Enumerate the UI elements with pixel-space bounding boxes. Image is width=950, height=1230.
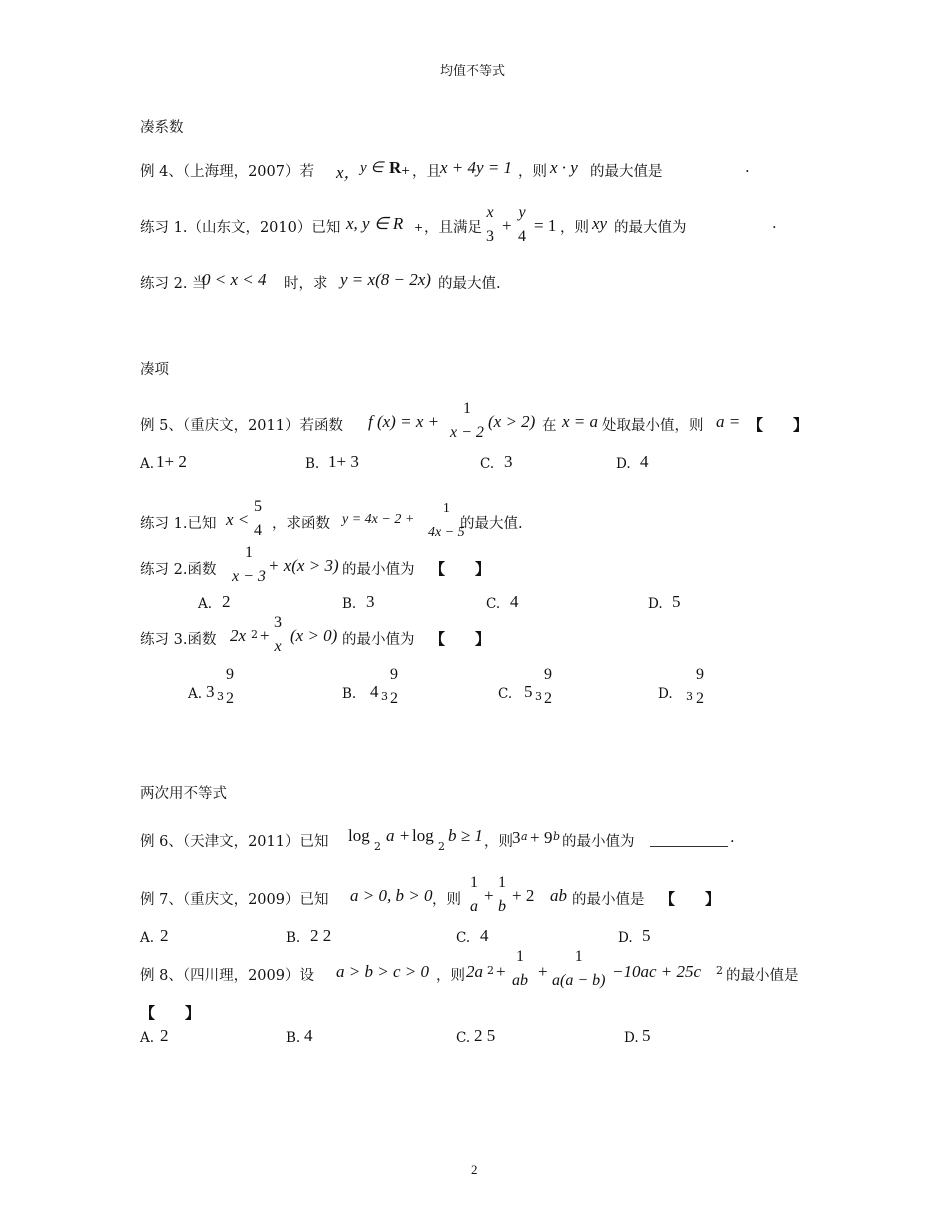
lx1-tail: 的最大值为 [614,220,687,236]
ex6-plus: + [530,828,540,847]
lx5-2-option-c-label: C. [486,596,501,612]
lx5-1-x: x < [226,510,250,529]
ex4-equation: x + 4y = 1 [440,158,513,177]
lx2-condition: 0 < x < 4 [202,270,267,289]
ex6-dot: . [730,830,735,846]
lx1-op: + [502,216,512,235]
ex5-option-c-label: C. [480,456,495,472]
section-heading-2: 凑项 [140,362,169,378]
lx5-3-option-a-root: 3 [217,690,224,703]
lx5-3-option-b-root: 3 [381,690,388,703]
ex6-log-2: log [412,826,434,845]
ex5-option-b-label: B. [305,456,320,472]
ex7-rest: + 2 [512,886,535,905]
lx1-dot: . [772,216,777,232]
lx5-3-tail: 的最小值为 [342,632,415,648]
lx5-2-tail: 的最小值为 [342,562,415,578]
ex7-fraction-1: 1 a [470,874,478,915]
lx1-eq: = 1 [534,216,557,235]
ex4-set: R [389,158,402,177]
lx5-2-option-c: 4 [510,592,519,611]
lx5-3-expr: 2x [230,626,247,645]
ex8-option-a: 2 [160,1026,169,1045]
ex7-option-d-label: D. [618,930,633,946]
lx5-3-option-d-fraction: 9 2 [696,666,704,707]
lx5-3-answer-bracket: 【 】 [430,630,491,648]
ex8-option-b-label: B. [286,1030,301,1046]
lx5-3-plus: + [260,626,270,645]
lx5-3-option-c-label: C. [498,686,513,702]
ex8-fraction-1: 1 ab [512,948,528,989]
lx5-3-option-a-label: A. [188,686,203,702]
lx5-3-label: 练习 3.函数 [140,632,217,648]
ex5-xa: x = a [562,412,599,431]
ex6-then: ，则 [484,834,513,850]
lx5-3-option-d-root: 3 [686,690,693,703]
ex6-exp-a: a [521,830,528,843]
ex5-option-d-label: D. [616,456,631,472]
ex7-plus: + [484,886,494,905]
ex4-xy: x · y [550,158,578,177]
lx5-3-option-c-coef: 5 [524,682,533,701]
lx5-2-option-a-label: A. [198,596,213,612]
ex6-base-9: 9 [544,828,553,847]
ex6-tail: 的最小值为 [562,834,635,850]
ex5-option-a-label: A. [140,456,155,472]
ex4-mid: ，且 [412,164,441,180]
lx5-1-y: y = 4x − 2 + [342,512,415,527]
ex6-label: 例 6、（天津文，2011）已知 [140,834,329,850]
ex8-term-1: 2a [466,962,483,981]
lx5-2-label: 练习 2.函数 [140,562,217,578]
lx5-2-option-a: 2 [222,592,231,611]
lx5-1-tail: 的最大值. [460,516,523,532]
lx1-condition: x, y ∈ R [346,214,404,233]
ex7-option-a: 2 [160,926,169,945]
ex8-option-c: 2 5 [474,1026,496,1045]
ex6-a: a + [386,826,411,845]
lx2-tail: 的最大值. [438,276,501,292]
ex8-answer-bracket: 【 】 [140,1004,201,1022]
ex4-plus: + [401,164,411,177]
ex8-sup-1: 2 [487,964,494,977]
ex7-ab: ab [550,886,567,905]
ex5-condition: (x > 2) [488,412,536,431]
lx1-mid: ，且满足 [424,220,482,236]
ex7-option-c: 4 [480,926,489,945]
ex6-b: b ≥ 1 [448,826,483,845]
ex5-option-a: 1+ 2 [156,452,187,471]
ex7-option-b-label: B. [286,930,301,946]
ex8-fraction-2: 1 a(a − b) [552,948,606,989]
ex6-answer-blank [650,832,728,847]
ex8-tail: 的最小值是 [726,968,799,984]
ex5-option-b: 1+ 3 [328,452,359,471]
lx5-2-option-d-label: D. [648,596,663,612]
ex4-label: 例 4、（上海理，2007）若 [140,164,314,180]
section-heading-1: 凑系数 [140,120,184,136]
ex5-a: a = [716,412,741,431]
ex7-fraction-2: 1 b [498,874,506,915]
ex5-function: f (x) = x + [368,412,440,431]
ex8-option-d: 5 [642,1026,651,1045]
ex8-plus-1: + [496,962,506,981]
lx5-2-answer-bracket: 【 】 [430,560,491,578]
ex4-then: ，则 [518,164,547,180]
ex4-dot: . [745,160,750,176]
ex8-option-d-label: D. [624,1030,639,1046]
ex8-then: ，则 [436,968,465,984]
ex5-option-d: 4 [640,452,649,471]
section-heading-3: 两次用不等式 [140,786,227,802]
lx5-3-option-c-fraction: 9 2 [544,666,552,707]
lx1-xy: xy [592,214,608,233]
lx5-3-option-a-coef: 3 [206,682,215,701]
ex8-option-c-label: C. [456,1030,471,1046]
ex7-tail: 的最小值是 [572,892,645,908]
ex7-option-d: 5 [642,926,651,945]
ex6-log-base-1: 2 [374,840,381,853]
ex7-condition: a > 0, b > 0 [350,886,433,905]
lx5-3-sup: 2 [251,628,258,641]
lx5-3-option-b-fraction: 9 2 [390,666,398,707]
lx5-3-option-b-label: B. [342,686,357,702]
lx5-2-option-d: 5 [672,592,681,611]
lx5-2-option-b-label: B. [342,596,357,612]
lx5-1-label: 练习 1.已知 [140,516,217,532]
ex8-option-a-label: A. [140,1030,155,1046]
ex7-answer-bracket: 【 】 [660,890,721,908]
ex5-mid2: 处取最小值，则 [602,418,704,434]
ex7-label: 例 7、（重庆文，2009）已知 [140,892,329,908]
lx5-3-option-b-coef: 4 [370,682,379,701]
ex8-rest: −10ac + 25c [612,962,702,981]
lx1-then: ，则 [560,220,589,236]
ex7-option-b: 2 2 [310,926,332,945]
ex5-label: 例 5、（重庆文，2011）若函数 [140,418,343,434]
ex4-vars: x， [336,163,361,182]
lx5-2-option-b: 3 [366,592,375,611]
ex8-label: 例 8、（四川理，2009）设 [140,968,314,984]
lx5-1-mid: ，求函数 [272,516,330,532]
ex5-option-c: 3 [504,452,513,471]
lx1-fraction-x: x 3 [486,204,494,245]
lx5-3-option-d-label: D. [658,686,673,702]
ex6-base-3: 3 [512,828,521,847]
ex7-option-c-label: C. [456,930,471,946]
ex5-mid: 在 [542,418,557,434]
ex8-condition: a > b > c > 0 [336,962,429,981]
ex4-tail: 的最大值是 [590,164,663,180]
lx5-1-fraction-2: 1 4x − 5 [428,501,465,540]
page-number: 2 [471,1162,478,1177]
lx5-3-condition: (x > 0) [290,626,338,645]
lx1-plus: + [414,221,424,234]
ex8-option-b: 4 [304,1026,313,1045]
ex8-plus-2: + [538,962,548,981]
ex6-log-base-2: 2 [438,840,445,853]
ex7-option-a-label: A. [140,930,155,946]
lx2-expression: y = x(8 − 2x) [340,270,431,289]
ex4-y-in: y ∈ [360,160,384,176]
lx5-3-fraction: 3 x [274,614,282,655]
lx1-label: 练习 1.（山东文，2010）已知 [140,220,341,236]
lx5-3-option-c-root: 3 [535,690,542,703]
lx2-mid: 时，求 [284,276,328,292]
lx1-fraction-y: y 4 [518,204,526,245]
ex5-answer-bracket: 【 】 [748,416,809,434]
ex6-log-1: log [348,826,370,845]
lx5-3-option-a-fraction: 9 2 [226,666,234,707]
ex5-fraction: 1 x − 2 [450,400,484,441]
lx2-label: 练习 2. 当 [140,276,207,292]
lx5-2-fraction: 1 x − 3 [232,544,266,585]
lx5-2-expression: + x(x > 3) [268,556,339,575]
ex8-sup-2: 2 [716,964,723,977]
page-header-title: 均值不等式 [440,64,506,79]
ex7-then: ，则 [432,892,461,908]
lx5-1-fraction: 5 4 [254,498,262,539]
ex6-exp-b: b [553,830,561,843]
